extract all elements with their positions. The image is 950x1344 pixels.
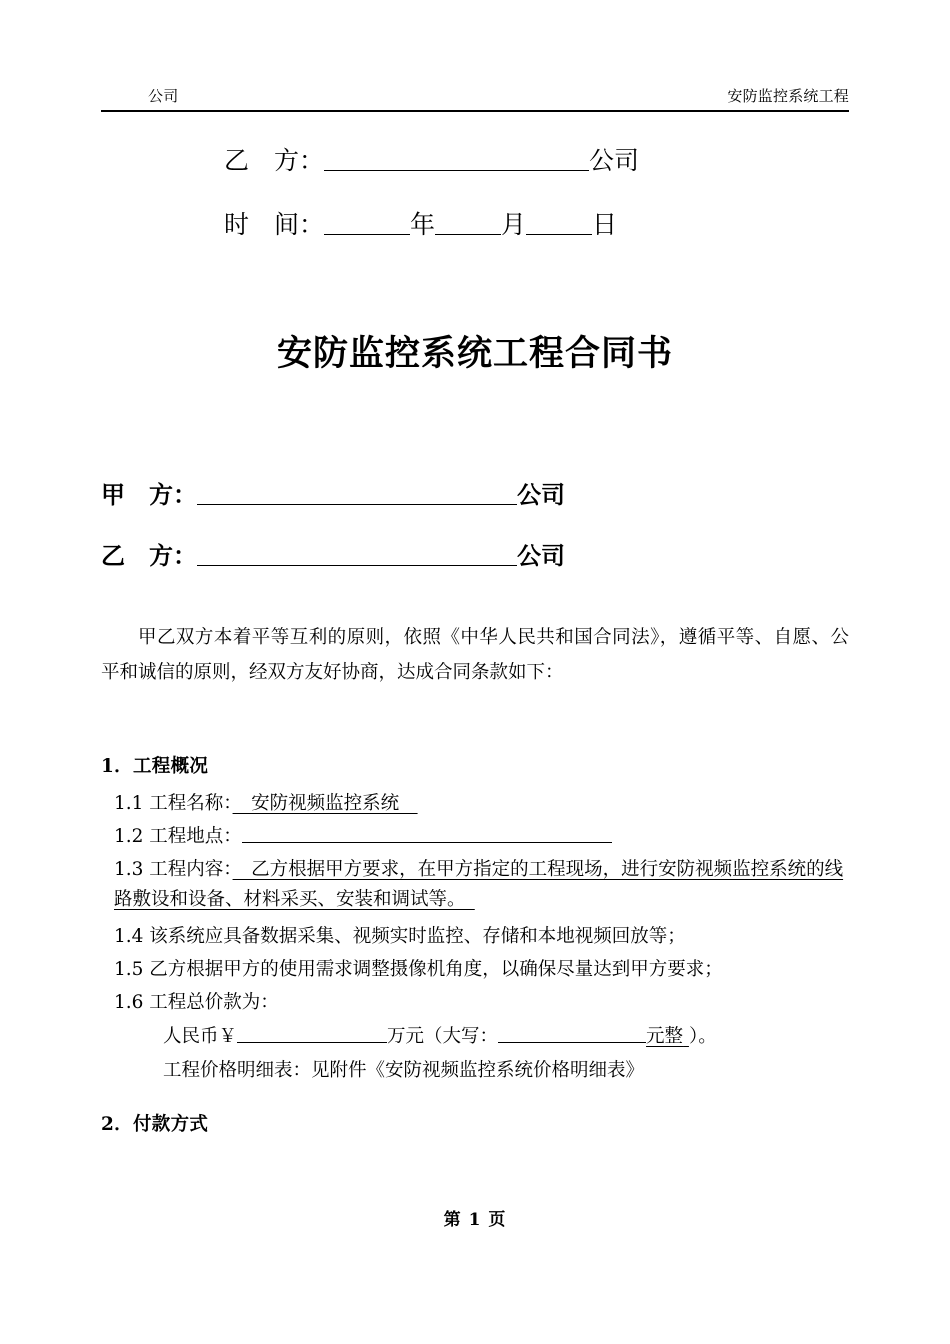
clause-1-4: 1.4 该系统应具备数据采集、视频实时监控、存储和本地视频回放等；: [114, 926, 686, 947]
clause-1-5: 1.5 乙方根据甲方的使用需求调整摄像机角度，以确保尽量达到甲方要求；: [114, 959, 723, 980]
amount-suffix: ）。: [688, 1026, 717, 1047]
year-unit: 年: [410, 210, 436, 239]
day-blank[interactable]: [526, 208, 592, 235]
party-b-line: [101, 531, 849, 581]
preamble-paragraph: 甲乙双方本着平等互利的原则，依照《中华人民共和国合同法》，遵循平等、自愿、公平和诚信的原则，经双方友好协商，达成合同条款如下：: [101, 627, 849, 683]
top-party-b-line: [101, 138, 849, 184]
clause-1-3-value: 乙方根据甲方要求，在甲方指定的工程现场，进行安防视频监控系统的线路敷设和设备、材料采买、安装和调试等。: [114, 859, 844, 910]
clause-1-2: [101, 822, 849, 852]
amount-mid: 万元（大写：: [387, 1026, 499, 1047]
clause-1-2-blank[interactable]: [242, 823, 612, 843]
top-party-b-suffix: 公司: [589, 146, 640, 175]
clause-1-1: [101, 789, 849, 819]
header-row: [101, 84, 849, 106]
amount-unit: 元整: [646, 1026, 684, 1047]
clause-1-2-label: 1.2 工程地点：: [114, 826, 242, 847]
header-divider: [101, 110, 849, 112]
top-party-b-blank[interactable]: [324, 144, 589, 171]
clause-1-3: [101, 855, 849, 915]
price-table-note: 工程价格明细表：见附件《安防视频监控系统价格明细表》: [163, 1060, 645, 1081]
party-b-suffix: 公司: [517, 541, 565, 570]
header-left-text: 公司: [148, 87, 179, 105]
spacer: [101, 782, 849, 789]
party-a-label: 甲 方：: [101, 480, 197, 509]
top-time-line: [101, 202, 849, 248]
time-label: 时 间：: [224, 210, 325, 239]
parties-block: [101, 470, 849, 581]
amount-numeric-blank[interactable]: [237, 1023, 387, 1043]
party-a-line: [101, 470, 849, 520]
day-unit: 日: [592, 210, 618, 239]
section1-heading: 1．工程概况: [101, 756, 209, 777]
clause-1-1-label: 1.1 工程名称：: [114, 793, 233, 814]
clause-1-3-label: 1.3 工程内容：: [114, 859, 233, 880]
page-number: 第 1 页: [443, 1210, 507, 1230]
section2-heading: 2．付款方式: [101, 1114, 209, 1135]
top-signature-block: [101, 138, 849, 248]
clause-1-6: 1.6 工程总价款为：: [114, 992, 279, 1013]
header-right-text: 安防监控系统工程: [727, 87, 849, 105]
page-header: [101, 84, 849, 114]
spacer: [101, 915, 849, 922]
section-payment-method: [101, 1110, 849, 1140]
party-b-label: 乙 方：: [101, 541, 197, 570]
document-title: 安防监控系统工程合同书: [276, 333, 673, 374]
month-unit: 月: [501, 210, 527, 239]
clause-1-1-value: 安防视频监控系统: [232, 793, 418, 814]
total-amount-line: [101, 1021, 849, 1052]
section-project-overview: [101, 752, 849, 1086]
party-b-blank[interactable]: [197, 540, 517, 566]
amount-uppercase-blank[interactable]: [498, 1023, 646, 1043]
amount-prefix: 人民币￥: [163, 1026, 238, 1047]
top-party-b-label: 乙 方：: [224, 146, 325, 175]
party-a-suffix: 公司: [517, 480, 565, 509]
month-blank[interactable]: [435, 208, 501, 235]
party-a-blank[interactable]: [197, 479, 517, 505]
page-footer: [0, 1208, 950, 1232]
year-blank[interactable]: [324, 208, 410, 235]
